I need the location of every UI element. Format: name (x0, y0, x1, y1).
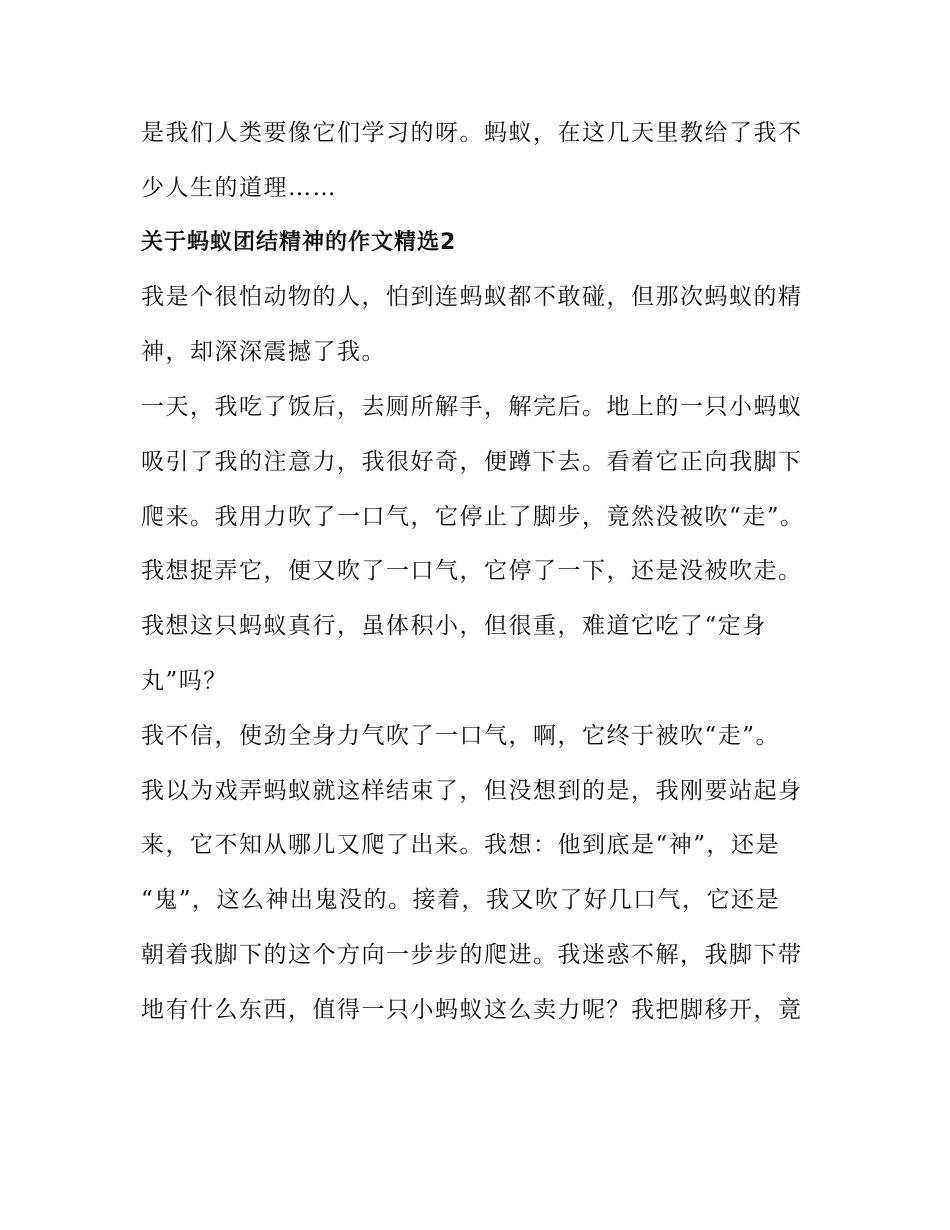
text-line: 少人生的道理…… (141, 174, 337, 201)
text-line: “鬼”，这么神出鬼没的。接着，我又吹了好几口气，它还是 (141, 887, 781, 914)
text-line: 地有什么东西，值得一只小蚂蚁这么卖力呢？我把脚移开，竟 (141, 996, 803, 1023)
text-line: 神，却深深震撼了我。 (141, 339, 386, 366)
document-body (141, 106, 841, 1038)
text-line: 丸”吗？ (141, 667, 228, 694)
text-line: 爬来。我用力吹了一口气，它停止了脚步，竟然没被吹“走”。 (141, 503, 805, 530)
text-line: 我是个很怕动物的人，怕到连蚂蚁都不敢碰，但那次蚂蚁的精 (141, 284, 803, 311)
text-line: 我以为戏弄蚂蚁就这样结束了，但没想到的是，我刚要站起身 (141, 777, 803, 804)
text-line: 我不信，使劲全身力气吹了一口气，啊，它终于被吹“走”。 (141, 722, 781, 749)
text-line: 一天，我吃了饭后，去厕所解手，解完后。地上的一只小蚂蚁 (141, 393, 803, 420)
text-line: 是我们人类要像它们学习的呀。蚂蚁，在这几天里教给了我不 (141, 120, 803, 146)
text-line: 吸引了我的注意力，我很好奇，便蹲下去。看着它正向我脚下 (141, 448, 803, 475)
section-heading: 关于蚂蚁团结精神的作文精选2 (141, 229, 457, 255)
text-line: 我想这只蚂蚁真行，虽体积小，但很重，难道它吃了“定身 (141, 613, 767, 640)
text-line: 我想捉弄它，便又吹了一口气，它停了一下，还是没被吹走。 (141, 558, 803, 585)
text-line: 来，它不知从哪儿又爬了出来。我想：他到底是“神”，还是 (141, 832, 781, 859)
text-line: 朝着我脚下的这个方向一步步的爬进。我迷惑不解，我脚下带 (141, 941, 803, 968)
